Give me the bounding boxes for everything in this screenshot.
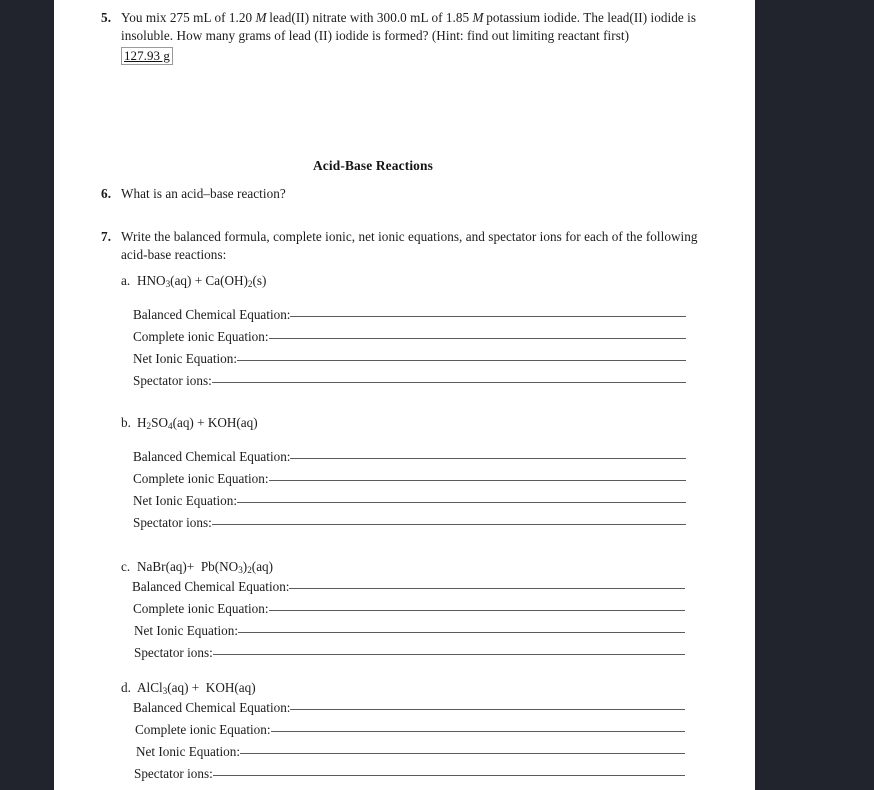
subpart-c-fields <box>132 579 685 667</box>
subpart-d-fields <box>132 700 685 788</box>
field-label-spectator: Spectator ions: <box>134 645 213 661</box>
field-label-complete-ionic: Complete ionic Equation: <box>135 722 271 738</box>
answer-rule-balanced-a[interactable] <box>290 316 686 317</box>
subpart-c <box>121 558 755 667</box>
field-net-ionic-c <box>132 623 685 645</box>
field-spectator-c <box>132 645 685 667</box>
answer-value: 127.93 g <box>124 48 170 63</box>
question-7 <box>101 228 716 263</box>
subpart-a-header <box>121 272 755 293</box>
field-complete-ionic-a <box>133 329 686 351</box>
subpart-b-header <box>121 414 755 435</box>
subpart-a <box>121 272 755 395</box>
section-title: Acid-Base Reactions <box>312 158 433 173</box>
field-balanced-b <box>133 449 686 471</box>
answer-rule-balanced-b[interactable] <box>290 458 686 459</box>
field-label-spectator: Spectator ions: <box>134 766 213 782</box>
field-spectator-d <box>132 766 685 788</box>
answer-rule-net-ionic-d[interactable] <box>240 753 685 754</box>
subpart-c-letter: c. <box>121 559 131 574</box>
answer-rule-complete-ionic-d[interactable] <box>271 731 685 732</box>
document-page <box>54 0 755 790</box>
field-label-balanced: Balanced Chemical Equation: <box>133 449 291 465</box>
question-5 <box>101 9 731 65</box>
answer-rule-net-ionic-c[interactable] <box>238 632 685 633</box>
field-label-net-ionic: Net Ionic Equation: <box>133 493 238 509</box>
field-label-spectator: Spectator ions: <box>133 373 212 389</box>
answer-rule-balanced-c[interactable] <box>289 588 685 589</box>
field-net-ionic-a <box>133 351 686 373</box>
field-label-net-ionic: Net Ionic Equation: <box>134 623 239 639</box>
field-spectator-a <box>133 373 686 395</box>
question-7-text: Write the balanced formula, complete ionic, net ionic equations, and spectator ions for each of the following acid-base reactions: <box>121 229 698 262</box>
answer-rule-spectator-a[interactable] <box>212 382 686 383</box>
answer-rule-spectator-c[interactable] <box>213 654 685 655</box>
field-net-ionic-b <box>133 493 686 515</box>
subpart-d <box>121 679 755 788</box>
field-label-spectator: Spectator ions: <box>133 515 212 531</box>
question-5-number: 5. <box>101 10 112 25</box>
subpart-d-header <box>121 679 755 700</box>
answer-rule-balanced-d[interactable] <box>290 709 685 710</box>
answer-rule-complete-ionic-c[interactable] <box>269 610 685 611</box>
answer-rule-complete-ionic-b[interactable] <box>269 480 686 481</box>
field-label-net-ionic: Net Ionic Equation: <box>136 744 241 760</box>
question-5-text: You mix 275 mL of 1.20 M lead(II) nitrate with 300.0 mL of 1.85 M potassium iodide. The lead(II) iodide is insoluble. How many grams of lead (II) iodide is formed? (Hint: find out limiting reactant first) <box>121 10 697 43</box>
subpart-a-letter: a. <box>121 273 131 288</box>
field-label-complete-ionic: Complete ionic Equation: <box>133 471 269 487</box>
field-balanced-a <box>133 307 686 329</box>
answer-rule-net-ionic-b[interactable] <box>237 502 686 503</box>
subpart-a-formula: $HNO_3(aq) + Ca(OH)_2(s)$ <box>137 273 267 290</box>
answer-rule-complete-ionic-a[interactable] <box>269 338 686 339</box>
field-balanced-c <box>132 579 685 601</box>
question-7-number: 7. <box>101 229 112 244</box>
field-complete-ionic-d <box>132 722 685 744</box>
subpart-b-formula: $H_2SO_4(aq) + KOH(aq)$ <box>137 415 258 432</box>
field-net-ionic-d <box>132 744 685 766</box>
question-6-number: 6. <box>101 186 112 201</box>
answer-rule-spectator-b[interactable] <box>212 524 686 525</box>
answer-rule-net-ionic-a[interactable] <box>237 360 686 361</box>
field-label-net-ionic: Net Ionic Equation: <box>133 351 238 367</box>
answer-box-question-5[interactable] <box>121 47 173 65</box>
field-balanced-d <box>132 700 685 722</box>
field-label-balanced: Balanced Chemical Equation: <box>133 307 291 323</box>
subpart-d-formula: AlCl$_3$(aq) + KOH(aq) <box>137 680 256 697</box>
field-label-complete-ionic: Complete ionic Equation: <box>133 601 269 617</box>
field-spectator-b <box>133 515 686 537</box>
field-label-balanced: Balanced Chemical Equation: <box>132 579 290 595</box>
subpart-a-fields <box>133 307 686 395</box>
subpart-c-formula: NaBr(aq)+ $Pb(NO_3)_2(aq)$ <box>137 559 274 576</box>
field-complete-ionic-b <box>133 471 686 493</box>
answer-rule-spectator-d[interactable] <box>213 775 685 776</box>
subpart-b-letter: b. <box>121 415 131 430</box>
subpart-c-header <box>121 558 755 579</box>
question-5-body <box>121 9 731 65</box>
question-6-text: What is an acid–base reaction? <box>121 186 286 201</box>
field-label-balanced: Balanced Chemical Equation: <box>133 700 291 716</box>
subpart-b <box>121 414 755 537</box>
subpart-b-fields <box>133 449 686 537</box>
field-complete-ionic-c <box>132 601 685 623</box>
subpart-d-letter: d. <box>121 680 131 695</box>
question-6 <box>101 185 661 203</box>
field-label-complete-ionic: Complete ionic Equation: <box>133 329 269 345</box>
